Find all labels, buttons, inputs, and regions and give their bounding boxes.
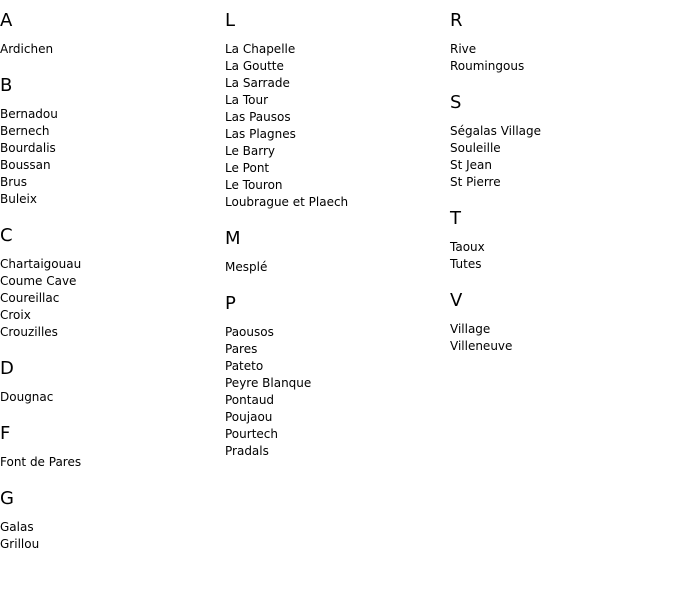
entry-list (0, 454, 220, 471)
place-entry[interactable]: Pares (225, 342, 258, 356)
place-entry[interactable]: Souleille (450, 141, 501, 155)
place-entry[interactable]: Le Pont (225, 161, 270, 175)
letter-heading: D (0, 358, 14, 379)
letter-group (0, 10, 220, 58)
letter-group (0, 358, 220, 406)
entry-list (0, 389, 220, 406)
letter-heading: C (0, 225, 13, 246)
place-entry[interactable]: Coureillac (0, 291, 60, 305)
entry-list (0, 519, 220, 553)
place-entry[interactable]: Ardichen (0, 42, 54, 56)
place-entry[interactable]: Peyre Blanque (225, 376, 312, 390)
letter-group (0, 225, 220, 341)
letter-group (225, 10, 445, 211)
letter-group (0, 488, 220, 553)
letter-group (225, 228, 445, 276)
letter-heading: M (225, 228, 241, 249)
place-entry[interactable]: Tutes (450, 257, 482, 271)
place-entry[interactable]: Brus (0, 175, 28, 189)
place-entry[interactable]: Grillou (0, 537, 40, 551)
letter-heading: L (225, 10, 236, 31)
entry-list (0, 41, 220, 58)
place-entry[interactable]: Pradals (225, 444, 269, 458)
index-column (0, 10, 220, 570)
place-entry[interactable]: Loubrague et Plaech (225, 195, 349, 209)
letter-heading: V (450, 290, 463, 311)
place-entry[interactable]: Le Barry (225, 144, 276, 158)
letter-heading: P (225, 293, 236, 314)
place-entry[interactable]: Taoux (450, 240, 485, 254)
place-entry[interactable]: Crouzilles (0, 325, 58, 339)
letter-heading: S (450, 92, 462, 113)
place-entry[interactable]: Paousos (225, 325, 274, 339)
letter-group (225, 293, 445, 460)
place-entry[interactable]: Pateto (225, 359, 264, 373)
letter-heading: B (0, 75, 13, 96)
letter-group (450, 92, 670, 191)
place-entry[interactable]: La Sarrade (225, 76, 290, 90)
place-entry[interactable]: Poujaou (225, 410, 273, 424)
letter-heading: T (450, 208, 461, 229)
entry-list (0, 256, 220, 341)
letter-heading: A (0, 10, 13, 31)
place-entry[interactable]: Buleix (0, 192, 37, 206)
place-entry[interactable]: Bourdalis (0, 141, 56, 155)
entry-list (450, 41, 670, 75)
place-entry[interactable]: Ségalas Village (450, 124, 542, 138)
place-entry[interactable]: Galas (0, 520, 34, 534)
letter-group (450, 208, 670, 273)
entry-list (225, 41, 445, 211)
index-column (225, 10, 445, 477)
place-entry[interactable]: Village (450, 322, 491, 336)
place-entry[interactable]: Le Touron (225, 178, 283, 192)
letter-heading: G (0, 488, 14, 509)
entry-list (225, 259, 445, 276)
place-entry[interactable]: Boussan (0, 158, 51, 172)
entry-list (450, 321, 670, 355)
place-entry[interactable]: Pourtech (225, 427, 278, 441)
place-entry[interactable]: Bernech (0, 124, 50, 138)
place-entry[interactable]: Dougnac (0, 390, 54, 404)
entry-list (0, 106, 220, 208)
place-entry[interactable]: Croix (0, 308, 31, 322)
place-entry[interactable]: St Pierre (450, 175, 501, 189)
place-entry[interactable]: Pontaud (225, 393, 275, 407)
entry-list (225, 324, 445, 460)
entry-list (450, 123, 670, 191)
place-entry[interactable]: La Goutte (225, 59, 284, 73)
index-column (450, 10, 670, 372)
letter-group (0, 423, 220, 471)
letter-heading: R (450, 10, 463, 31)
place-entry[interactable]: Font de Pares (0, 455, 82, 469)
place-entry[interactable]: Bernadou (0, 107, 58, 121)
place-entry[interactable]: St Jean (450, 158, 493, 172)
place-entry[interactable]: Chartaigouau (0, 257, 82, 271)
letter-heading: F (0, 423, 11, 444)
place-entry[interactable]: Villeneuve (450, 339, 513, 353)
place-entry[interactable]: Mesplé (225, 260, 268, 274)
letter-group (450, 290, 670, 355)
place-entry[interactable]: La Chapelle (225, 42, 296, 56)
letter-group (450, 10, 670, 75)
place-entry[interactable]: Coume Cave (0, 274, 77, 288)
place-entry[interactable]: Las Pausos (225, 110, 291, 124)
place-entry[interactable]: La Tour (225, 93, 269, 107)
place-entry[interactable]: Las Plagnes (225, 127, 296, 141)
place-entry[interactable]: Roumingous (450, 59, 525, 73)
letter-group (0, 75, 220, 208)
place-entry[interactable]: Rive (450, 42, 477, 56)
entry-list (450, 239, 670, 273)
